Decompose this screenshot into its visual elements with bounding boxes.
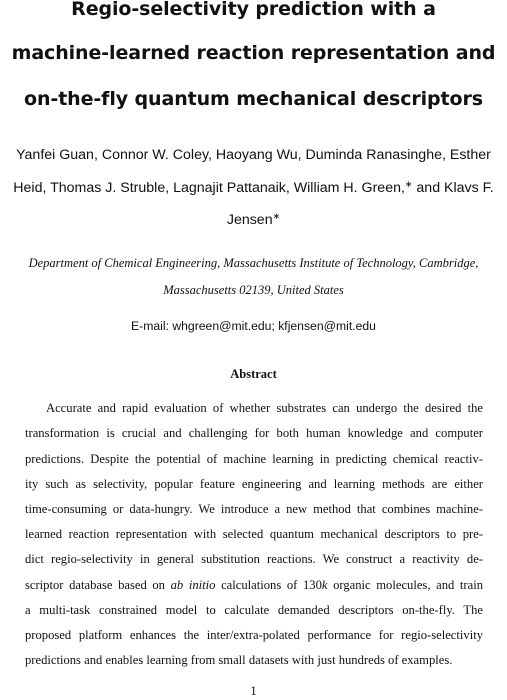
affiliation-line-2: Massachusetts 02139, United States (163, 283, 344, 297)
authors-line-2-tail: and Klavs F. (412, 180, 494, 196)
abstract-line: predictions. Despite the potential of machine learning in predicting chemical reactiv- (25, 452, 483, 466)
abstract-line: dict regio-selectivity in general substitution reactions. We construct a reactivity de- (25, 552, 483, 566)
abstract-line: Accurate and rapid evaluation of whether substrates can undergo the desired the (46, 401, 483, 415)
title-line-1: Regio-selectivity prediction with a (71, 0, 436, 20)
corresponding-mark: ∗ (404, 179, 413, 189)
page-number: 1 (250, 683, 257, 698)
abstract-heading: Abstract (230, 367, 277, 381)
abstract-line: learned reaction representation with selected quantum mechanical descriptors to pre- (25, 527, 483, 541)
abstract-line: ity such as selectivity, popular feature engineering and learning methods are either (25, 477, 483, 491)
title-line-3: on-the-fly quantum mechanical descriptors (24, 88, 483, 110)
abstract-line: scriptor database based on ab initio calculations of 130k organic molecules, and train (25, 578, 483, 592)
title-line-2: machine-learned reaction representation and (11, 42, 496, 64)
corresponding-mark: ∗ (272, 211, 281, 221)
contact-email: E-mail: whgreen@mit.edu; kfjensen@mit.edu (131, 319, 376, 333)
abstract-line: predictions and enables learning from small datasets with just hundreds of examples. (25, 653, 453, 667)
abstract-line: proposed platform enhances the inter/extra-polated performance for regio-selectivity (25, 628, 483, 642)
abstract-line: a multi-task constrained model to calculate demanded descriptors on-the-fly. The (25, 603, 483, 617)
affiliation-line-1: Department of Chemical Engineering, Massachusetts Institute of Technology, Cambridge, (28, 256, 479, 270)
authors-line-1: Yanfei Guan, Connor W. Coley, Haoyang Wu, Duminda Ranasinghe, Esther (16, 147, 491, 163)
authors-line-3 (0, 212, 507, 228)
authors-line-2-text: Heid, Thomas J. Struble, Lagnajit Pattanaik, William H. Green, (13, 180, 405, 196)
authors-line-3-text: Jensen (226, 212, 273, 228)
abstract-line: transformation is crucial and challenging for both human knowledge and computer (25, 426, 483, 440)
authors-line-2 (0, 180, 507, 196)
abstract-line: time-consuming or data-hungry. We introduce a new method that combines machine- (25, 502, 483, 516)
